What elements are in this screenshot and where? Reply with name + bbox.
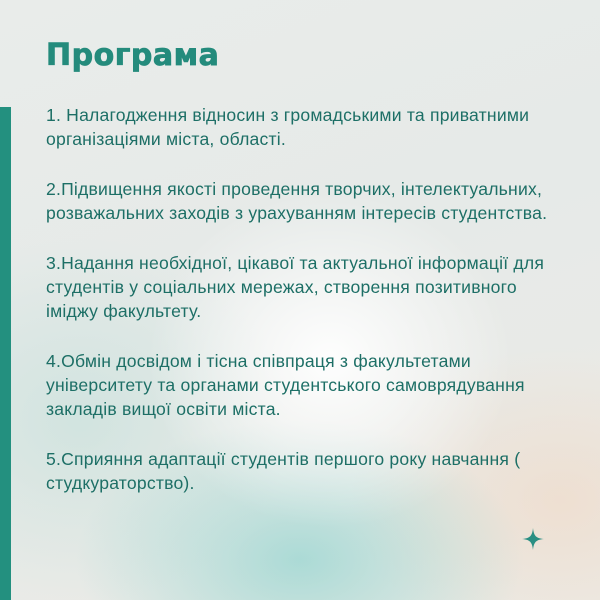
program-item-1: 1. Налагодження відносин з громадськими та приватними організаціями міста, області. [46,105,530,149]
page-title: Програма [46,38,220,73]
program-item-2: 2.Підвищення якості проведення творчих, інтелектуальних, розважальних заходів з урахуванням інтересів студентства. [46,179,548,223]
program-item-5: 5.Сприяння адаптації студентів першого року навчання ( студкураторство). [46,449,521,493]
sparkle-icon [522,528,544,550]
program-list [46,103,566,521]
program-item-3: 3.Надання необхідної, цікавої та актуальної інформації для студентів у соціальних мережах, створення позитивного іміджу факультету. [46,253,545,321]
program-item-4: 4.Обмін досвідом і тісна співпраця з факультетами університету та органами студентського самоврядування закладів вищої освіти міста. [46,351,525,419]
accent-bar [0,107,11,600]
